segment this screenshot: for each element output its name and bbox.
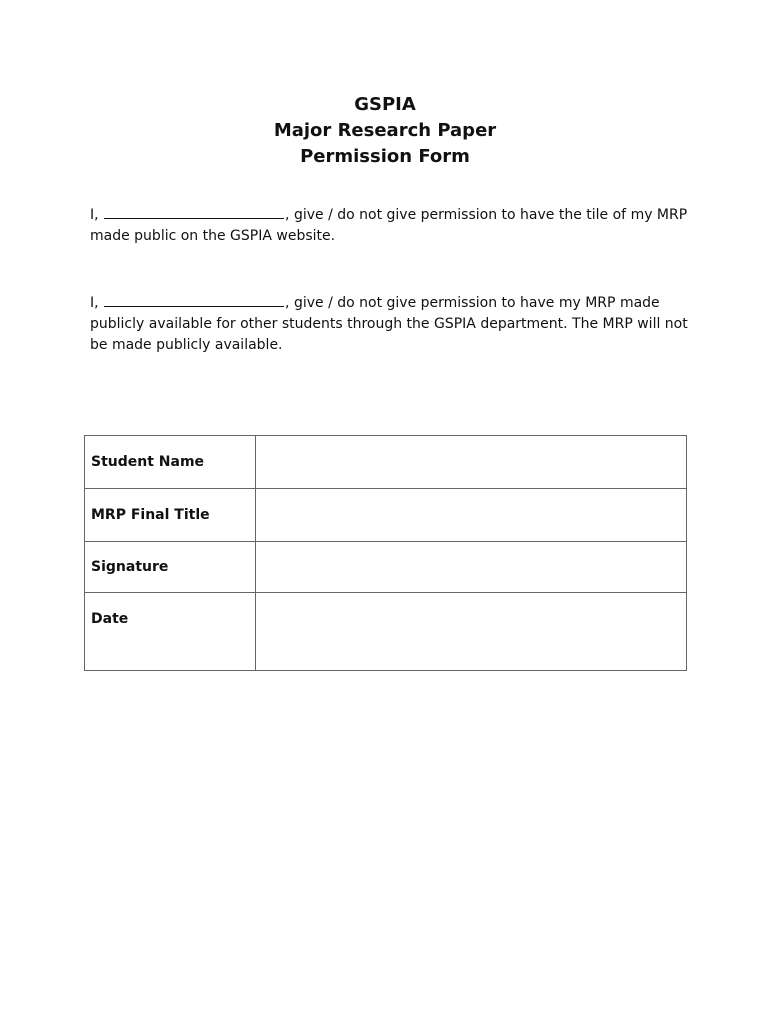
date-field[interactable] [256, 593, 687, 671]
signature-label: Signature [85, 542, 256, 593]
student-name-label: Student Name [85, 436, 256, 489]
statement-prefix: I, [90, 207, 99, 223]
statement-continuation: my MRP made public on the GSPIA website. [90, 207, 688, 244]
table-row [85, 489, 687, 542]
signature-field[interactable] [256, 542, 687, 593]
title-form: Permission Form [300, 146, 470, 167]
name-blank-field[interactable] [104, 204, 284, 219]
date-label: Date [85, 593, 256, 671]
statement-continuation: made publicly available for other students through the GSPIA department. The MRP will not be made publicly available. [90, 295, 688, 353]
mrp-title-label: MRP Final Title [85, 489, 256, 542]
statement-text: , give / do not give permission to have my MRP [285, 295, 616, 311]
permission-statement-title [90, 204, 690, 247]
form-title [0, 92, 770, 170]
student-name-field[interactable] [256, 436, 687, 489]
statement-prefix: I, [90, 295, 99, 311]
name-blank-field[interactable] [104, 292, 284, 307]
permission-statement-availability [90, 292, 690, 356]
mrp-title-field[interactable] [256, 489, 687, 542]
table-row [85, 542, 687, 593]
student-info-table [84, 435, 687, 671]
title-document: Major Research Paper [273, 120, 497, 141]
table-row [85, 436, 687, 489]
table-row [85, 593, 687, 671]
statement-text: , give / do not give permission to have the tile of [285, 207, 627, 223]
title-org: GSPIA [354, 94, 416, 115]
